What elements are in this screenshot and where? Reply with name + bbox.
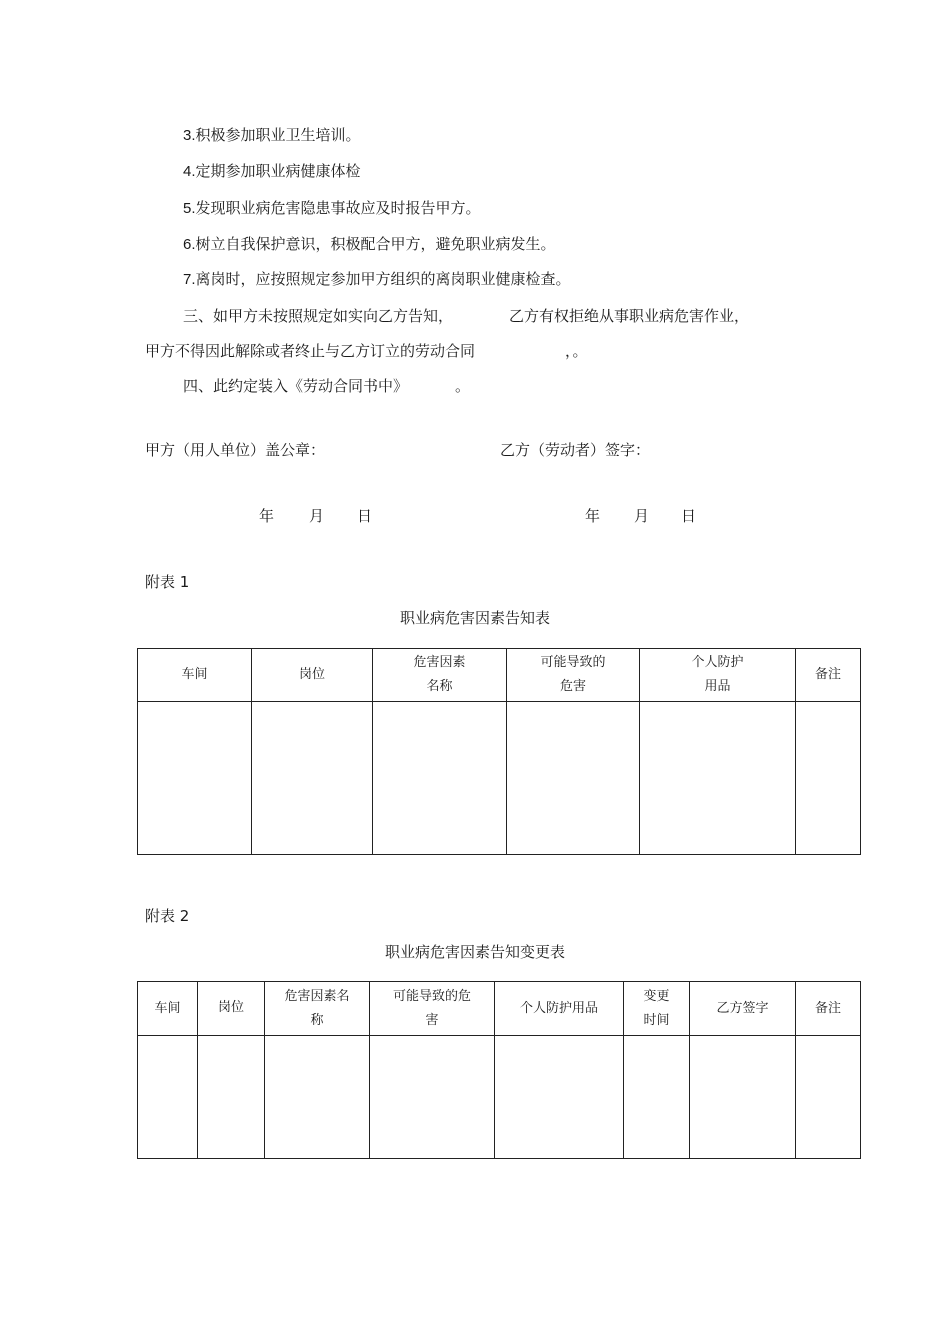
party-b-signature-label: 乙方（劳动者）签字： <box>500 441 651 459</box>
table-cell[interactable] <box>495 1036 624 1159</box>
header-cell: 车间 <box>138 649 252 702</box>
list-item: 4.定期参加职业病健康体检 <box>183 162 361 180</box>
clause-three-line1b: 乙方有权拒绝从事职业病危害作业， <box>509 307 750 325</box>
list-item: 5.发现职业病危害隐患事故应及时报告甲方。 <box>183 199 481 217</box>
table-cell[interactable] <box>796 702 861 855</box>
table-cell[interactable] <box>690 1036 796 1159</box>
date-year-a: 年 <box>259 507 275 525</box>
date-day-b: 日 <box>681 507 697 525</box>
party-a-seal-label: 甲方（用人单位）盖公章： <box>145 441 326 459</box>
clause-three-line1a: 三、如甲方未按照规定如实向乙方告知， <box>183 307 454 325</box>
header-cell: 岗位 <box>198 982 265 1036</box>
header-cell: 变更 时间 <box>624 982 690 1036</box>
table-cell[interactable] <box>138 702 252 855</box>
table-cell[interactable] <box>640 702 796 855</box>
table-cell[interactable] <box>370 1036 495 1159</box>
table-row <box>138 702 861 855</box>
hazard-notice-table <box>137 648 861 855</box>
table-cell[interactable] <box>252 702 373 855</box>
list-item: 7.离岗时，应按照规定参加甲方组织的离岗职业健康检查。 <box>183 270 571 288</box>
table-header-row <box>138 649 861 702</box>
date-year-b: 年 <box>585 507 601 525</box>
header-cell: 备注 <box>796 982 861 1036</box>
header-cell: 乙方签字 <box>690 982 796 1036</box>
table1-title: 职业病危害因素告知表 <box>399 609 550 627</box>
header-cell: 危害因素 名称 <box>373 649 507 702</box>
table-cell[interactable] <box>138 1036 198 1159</box>
header-cell: 车间 <box>138 982 198 1036</box>
list-item: 3.积极参加职业卫生培训。 <box>183 126 361 144</box>
header-cell: 备注 <box>796 649 861 702</box>
table-header-row <box>138 982 861 1036</box>
header-cell: 个人防护 用品 <box>640 649 796 702</box>
date-month-b: 月 <box>634 507 650 525</box>
list-item: 6.树立自我保护意识，积极配合甲方，避免职业病发生。 <box>183 235 556 253</box>
clause-three-line2a: 甲方不得因此解除或者终止与乙方订立的劳动合同 <box>145 342 476 360</box>
table-cell[interactable] <box>198 1036 265 1159</box>
header-cell: 可能导致的 危害 <box>507 649 640 702</box>
table2-title: 职业病危害因素告知变更表 <box>384 943 565 961</box>
date-month-a: 月 <box>309 507 325 525</box>
clause-three-line2b: ，。 <box>565 342 588 360</box>
header-cell: 可能导致的危 害 <box>370 982 495 1036</box>
date-day-a: 日 <box>357 507 373 525</box>
header-cell: 个人防护用品 <box>495 982 624 1036</box>
table-cell[interactable] <box>624 1036 690 1159</box>
table-cell[interactable] <box>265 1036 370 1159</box>
table-cell[interactable] <box>507 702 640 855</box>
header-cell: 危害因素名 称 <box>265 982 370 1036</box>
table-cell[interactable] <box>373 702 507 855</box>
table-row <box>138 1036 861 1159</box>
table2-caption: 附表 2 <box>145 907 190 925</box>
hazard-change-table <box>137 981 861 1159</box>
header-cell: 岗位 <box>252 649 373 702</box>
clause-four-end: 。 <box>455 377 471 395</box>
table1-caption: 附表 1 <box>145 573 190 591</box>
clause-four: 四、此约定装入《劳动合同书中》 <box>183 377 409 395</box>
table-cell[interactable] <box>796 1036 861 1159</box>
